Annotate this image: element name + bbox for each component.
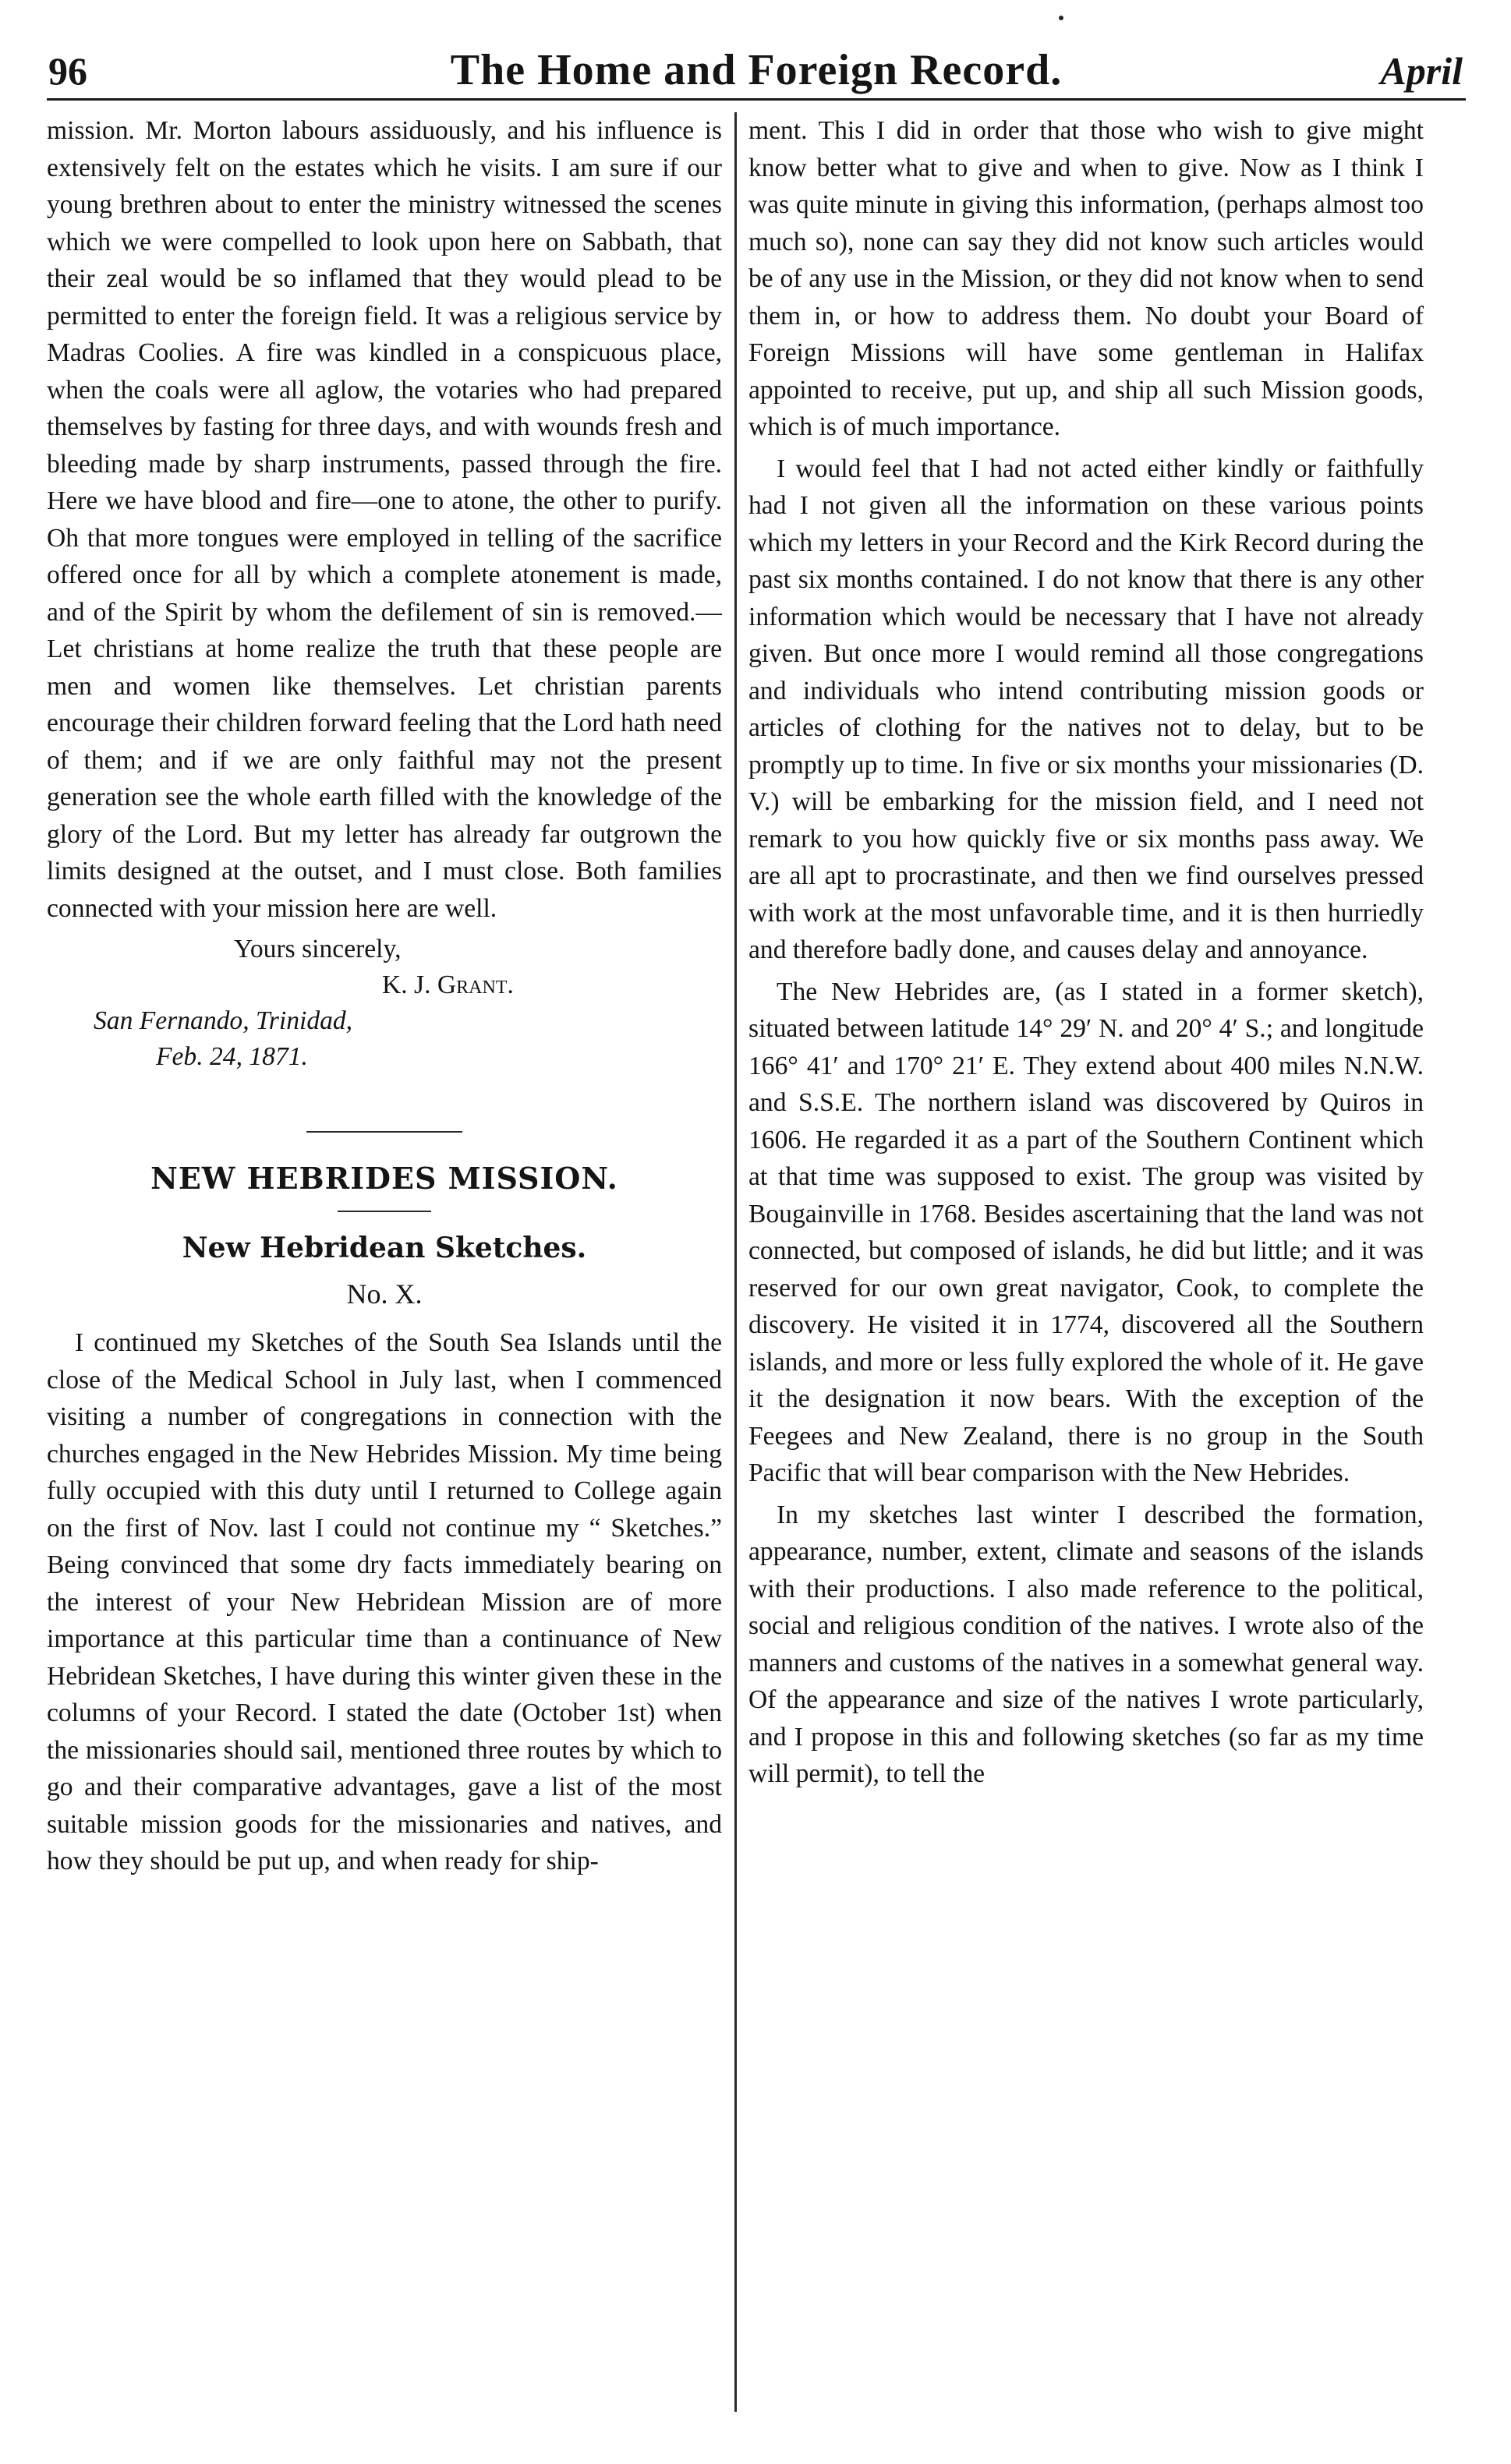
letter-closing bbox=[47, 932, 722, 1075]
magazine-page bbox=[47, 28, 1466, 2429]
paragraph-kindly: I would feel that I had not acted either kindly or faithfully had I not given all the information on these various points which my letters in your Record and the Kirk Record during the past six months contained. I do not know that there is any other information which would be necessary that I have not already given. But once more I would remind all those congregations and individuals who intend contributing mission goods or articles of clothing for the natives not to delay, but to be promptly up to time. In five or six months your missionaries (D. V.) will be embarking for the mission field, and I need not remark to you how quickly five or six months pass away. We are all apt to procrastinate, and then we find ourselves pressed with work at the most unfavorable time, and it is then hurriedly and therefore badly done, and causes delay and annoyance. bbox=[748, 454, 1424, 964]
title-divider bbox=[338, 1211, 431, 1212]
sketch-paragraph: I continued my Sketches of the South Sea Islands until the close of the Medical School in July last, when I commenced visiting a number of congregations in connection with the churches engaged in the New Hebrides Mission. My time being fully occupied with this duty until I returned to College again on the first of Nov. last I could not continue my “ Sketches.” Being convinced that some dry facts immediately bearing on the interest of your New Hebridean Mission are of more importance at this particular time than a continuance of New Hebridean Sketches, I have during this winter given these in the columns of your Record. I stated the date (October 1st) when the missionaries should sail, mentioned three routes by which to go and their comparative advantages, gave a list of the most suitable mission goods for the missionaries and natives, and how they should be put up, and when ready for ship- bbox=[47, 1328, 722, 1875]
paragraph-geography: The New Hebrides are, (as I stated in a former sketch), situated between latitude 14° 29′ N. and 20° 4′ S.; and longitude 166° 41′ and 170° 21′ E. They extend about 400 miles N.N.W. and S.S.E. The northern island was discovered by Quiros in 1606. He regarded it as a part of the Southern Continent which at that time was supposed to exist. The group was visited by Bougainville in 1768. Besides ascertaining that the land was not connected, but composed of islands, he did but little; and it was reserved for our own great navigator, Cook, to complete the discovery. He visited it in 1774, discovered all the Southern islands, and more or less fully explored the whole of it. He gave it the designation it now bears. With the exception of the Feegees and New Zealand, there is no group in the South Pacific that will bear comparison with the New Hebrides. bbox=[748, 977, 1424, 1487]
page-header bbox=[47, 28, 1466, 101]
article-title: New Hebridean Sketches. bbox=[182, 1232, 587, 1264]
issue-month: April bbox=[1380, 49, 1463, 93]
paragraph-sketches: In my sketches last winter I described the formation, appearance, number, extent, climate and seasons of the islands with their productions. I also made reference to the political, social and religious condition of the natives. I wrote also of the manners and customs of the natives in a somewhat general way. Of the appearance and size of the natives I wrote particularly, and I propose in this and following sketches (so far as my time will permit), to tell the bbox=[748, 1500, 1424, 1788]
letter-signature: K. J. Grant. bbox=[382, 970, 514, 999]
ink-speck bbox=[1059, 16, 1063, 20]
publication-title: The Home and Foreign Record. bbox=[450, 46, 1063, 94]
closing-salutation: Yours sincerely, bbox=[234, 935, 402, 963]
section-title: NEW HEBRIDES MISSION. bbox=[150, 1161, 618, 1196]
left-column bbox=[47, 112, 722, 1885]
column-divider bbox=[734, 112, 737, 2412]
continued-paragraph: ment. This I did in order that those who wish to give might know better what to give and when to give. Now as I think I was quite minute in giving this information, (perhaps almost too much so), none can say they did not know such articles would be of any use in the Mission, or they did not know when to send them in, or how to address them. No doubt your Board of Foreign Missions will have some gentleman in Halifax appointed to receive, put up, and ship all such Mission goods, which is of much importance. bbox=[748, 116, 1424, 441]
right-column bbox=[748, 112, 1424, 1798]
article-number: No. X. bbox=[346, 1278, 423, 1310]
letter-end-paragraph: mission. Mr. Morton labours assiduously, and his influence is extensively felt on the estates which he visits. I am sure if our young brethren about to enter the ministry witnessed the scenes which we were compelled to look upon here on Sabbath, that their zeal would be so inflamed that they would plead to be permitted to enter the foreign field. It was a religious service by Madras Coolies. A fire was kindled in a conspicuous place, when the coals were all aglow, the votaries who had prepared themselves by fasting for three days, and with wounds fresh and bleeding made by sharp instruments, passed through the fire. Here we have blood and fire—one to atone, the other to purify. Oh that more tongues were employed in telling of the sacrifice offered once for all by which a complete atonement is made, and of the Spirit by whom the defilement of sin is removed.—Let christians at home realize the truth that these people are men and women like themselves. Let christian parents encourage their children forward feeling that the Lord hath need of them; and if we are only faithful may not the present generation see the whole earth filled with the knowledge of the glory of the Lord. But my letter has already far outgrown the limits designed at the outset, and I must close. Both families connected with your mission here are well. bbox=[47, 116, 722, 923]
section-divider bbox=[306, 1131, 462, 1133]
letter-place: San Fernando, Trinidad, bbox=[94, 1006, 353, 1035]
letter-date: Feb. 24, 1871. bbox=[156, 1042, 308, 1071]
page-number: 96 bbox=[48, 49, 87, 93]
